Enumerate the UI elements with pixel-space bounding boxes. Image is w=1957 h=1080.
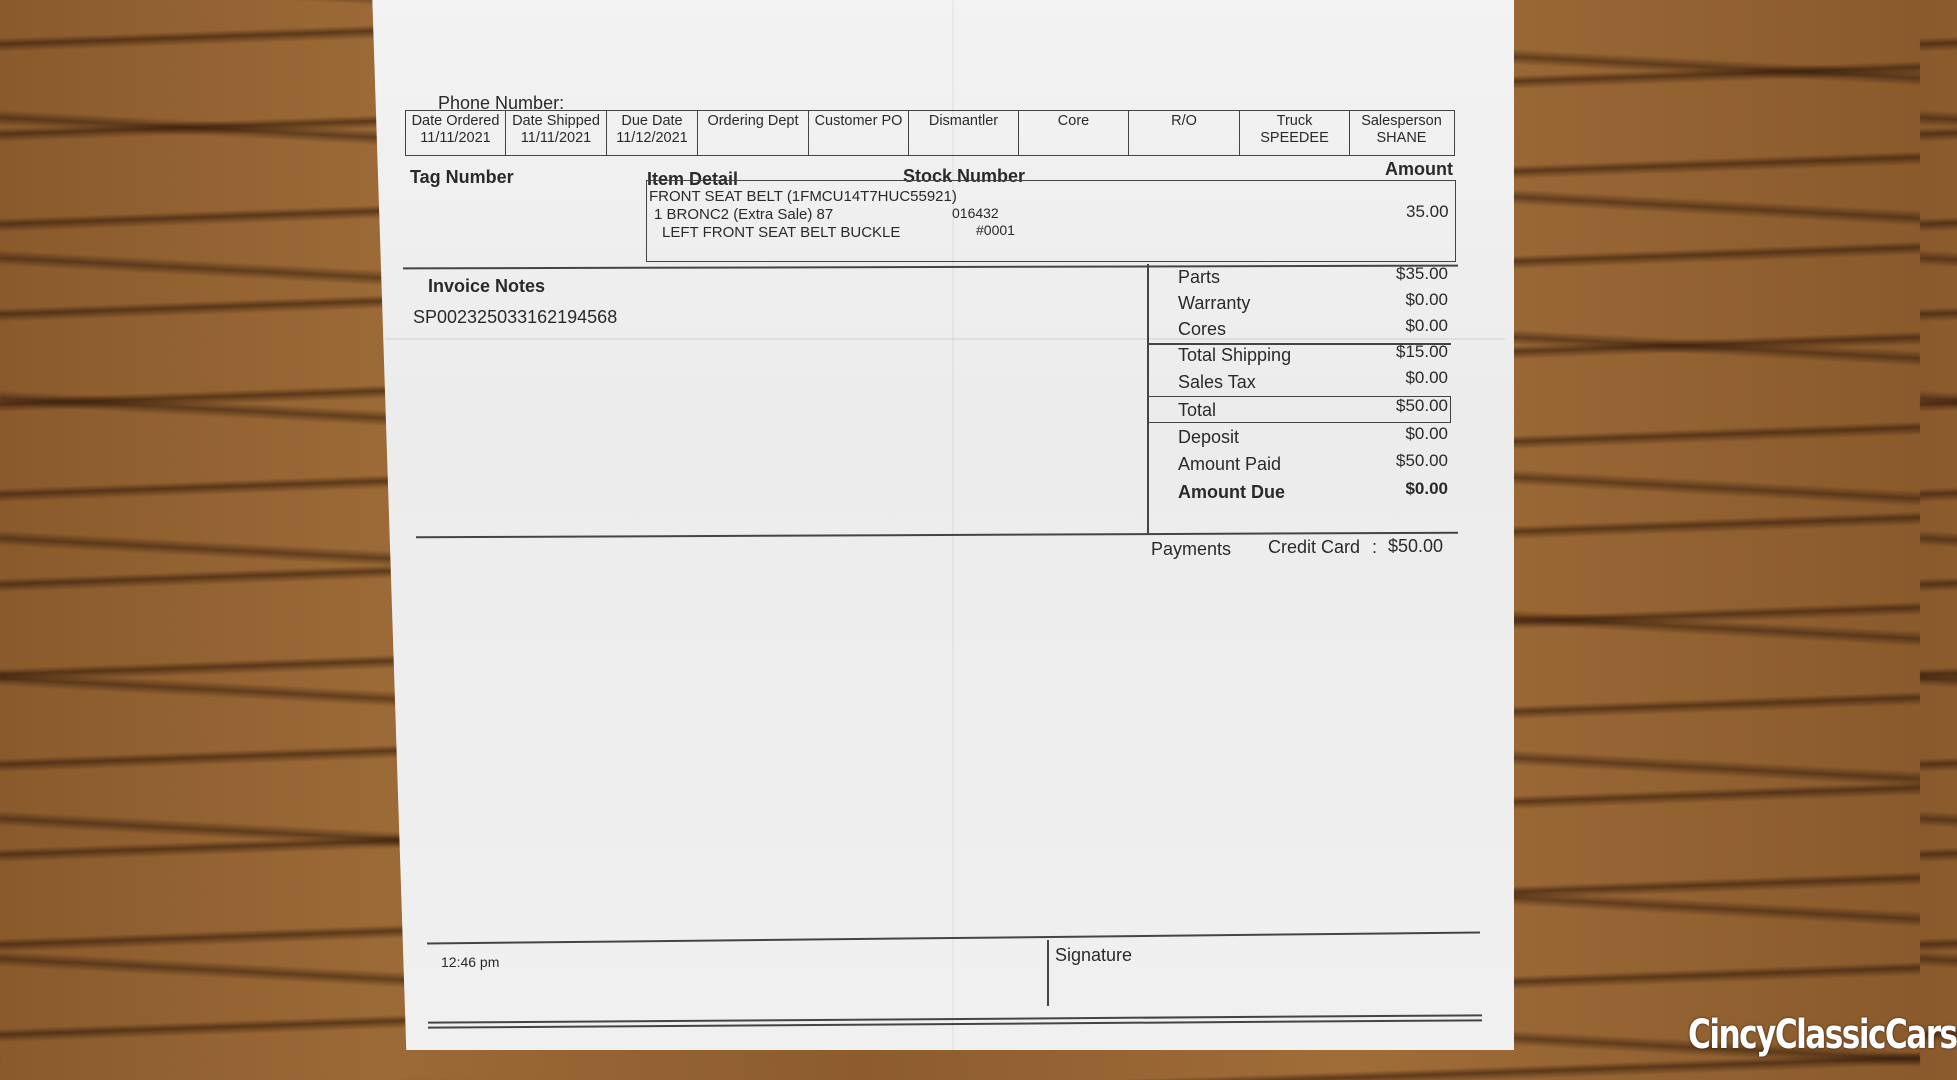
line-item-title: FRONT SEAT BELT (1FMCU14T7HUC55921) bbox=[649, 188, 957, 205]
payment-separator: : bbox=[1372, 537, 1378, 557]
header-truck bbox=[1240, 111, 1350, 155]
header-value: SPEEDEE bbox=[1260, 130, 1329, 146]
header-label: Dismantler bbox=[928, 113, 999, 129]
header-due-date bbox=[607, 111, 698, 155]
invoice-header-table bbox=[405, 110, 1455, 156]
totals-label-amount-due: Amount Due bbox=[1178, 482, 1285, 502]
line-item-stock-number: 016432 bbox=[952, 205, 999, 221]
header-date-ordered bbox=[406, 111, 506, 155]
invoice-paper bbox=[372, 0, 1514, 1050]
line-item-amount: 35.00 bbox=[1406, 202, 1449, 221]
watermark-logo: CincyClassicCars bbox=[1688, 1012, 1957, 1058]
totals-label: Sales Tax bbox=[1178, 372, 1256, 392]
phone-number-label: Phone Number: bbox=[438, 93, 565, 113]
totals-value-total: $50.00 bbox=[1396, 396, 1448, 415]
header-label: Core bbox=[1057, 113, 1090, 129]
header-label: Salesperson bbox=[1361, 113, 1442, 129]
totals-value: $35.00 bbox=[1396, 264, 1448, 283]
totals-value-amount-due: $0.00 bbox=[1405, 479, 1448, 498]
header-dismantler bbox=[909, 111, 1019, 155]
signature-label: Signature bbox=[1055, 945, 1133, 965]
header-salesperson bbox=[1350, 111, 1453, 155]
line-item-vehicle: 1 BRONC2 (Extra Sale) 87 bbox=[654, 206, 834, 223]
header-label: R/O bbox=[1171, 113, 1197, 129]
invoice-notes-value: SP002325033162194568 bbox=[413, 307, 618, 327]
header-label: Ordering Dept bbox=[707, 113, 799, 129]
header-label: Date Ordered bbox=[411, 113, 500, 129]
totals-value: $50.00 bbox=[1396, 451, 1448, 470]
column-stock-number: Stock Number bbox=[903, 166, 1026, 186]
header-customer-po bbox=[809, 111, 909, 155]
header-date-shipped bbox=[506, 111, 607, 155]
totals-label: Amount Paid bbox=[1178, 454, 1282, 474]
header-label: Customer PO bbox=[814, 113, 903, 129]
totals-label: Parts bbox=[1178, 267, 1221, 287]
header-ordering-dept bbox=[698, 111, 809, 155]
line-item-description: LEFT FRONT SEAT BELT BUCKLE bbox=[662, 224, 901, 241]
header-value: SHANE bbox=[1376, 130, 1427, 146]
line-item-stock-tag: #0001 bbox=[976, 222, 1015, 238]
header-value: 11/11/2021 bbox=[420, 130, 491, 146]
header-label: Truck bbox=[1276, 113, 1313, 129]
column-tag-number: Tag Number bbox=[410, 167, 514, 187]
column-amount: Amount bbox=[1385, 159, 1453, 179]
paper-fold-horizontal bbox=[385, 338, 1505, 340]
header-core bbox=[1019, 111, 1129, 155]
totals-label-total: Total bbox=[1178, 400, 1217, 420]
totals-label: Total Shipping bbox=[1178, 345, 1292, 365]
header-label: Date Shipped bbox=[512, 113, 600, 129]
totals-label: Warranty bbox=[1178, 293, 1251, 313]
invoice-notes-label: Invoice Notes bbox=[428, 276, 546, 296]
payments-label: Payments bbox=[1151, 539, 1232, 559]
totals-label: Deposit bbox=[1178, 427, 1240, 447]
totals-value: $0.00 bbox=[1405, 424, 1448, 443]
paper-fold-vertical bbox=[952, 0, 954, 1050]
payment-amount: $50.00 bbox=[1388, 536, 1444, 556]
print-time: 12:46 pm bbox=[441, 954, 500, 970]
totals-value: $0.00 bbox=[1405, 290, 1448, 309]
payment-method: Credit Card bbox=[1268, 537, 1361, 557]
totals-value: $15.00 bbox=[1396, 342, 1448, 361]
column-item-detail: Item Detail bbox=[647, 169, 739, 189]
header-value: 11/12/2021 bbox=[616, 130, 688, 146]
signature-divider bbox=[1047, 940, 1049, 1006]
header-label: Due Date bbox=[621, 113, 683, 129]
header-value: 11/11/2021 bbox=[520, 130, 592, 146]
totals-value: $0.00 bbox=[1405, 316, 1448, 335]
header-ro bbox=[1129, 111, 1240, 155]
totals-value: $0.00 bbox=[1405, 368, 1448, 387]
totals-label: Cores bbox=[1178, 319, 1227, 339]
